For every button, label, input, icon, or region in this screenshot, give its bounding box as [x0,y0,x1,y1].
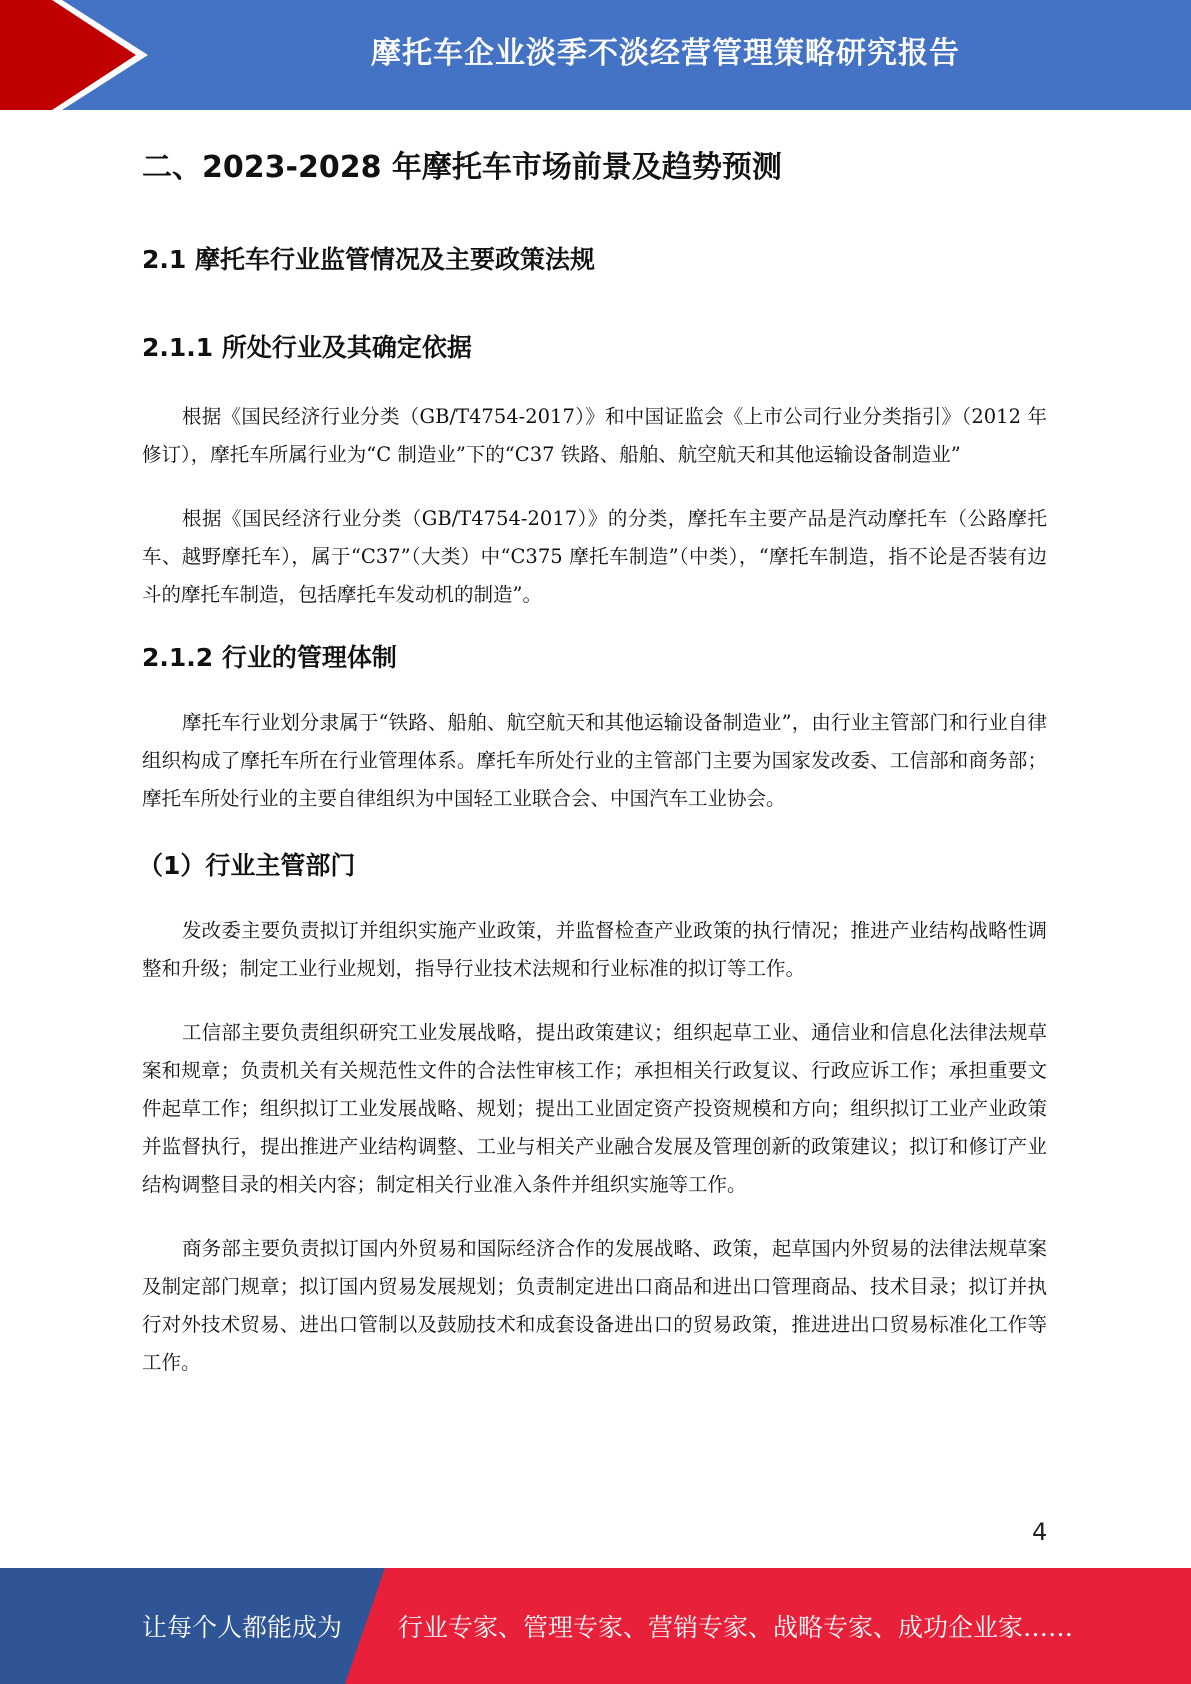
subsection-authorities-title: （1）行业主管部门 [138,851,356,880]
header-arrow-decoration [0,0,160,110]
paragraph-ndrc: 发改委主要负责拟订并组织实施产业政策，并监督检查产业政策的执行情况；推进产业结构战略性调整和升级；制定工业行业规划，指导行业技术法规和行业标准的拟订等工作。 [142,919,1047,980]
report-title: 摩托车企业淡季不淡经营管理策略研究报告 [371,36,960,71]
page-number: 4 [1032,1518,1048,1546]
page-content [138,130,1047,1382]
subsection-2-1-title: 2.1 摩托车行业监管情况及主要政策法规 [142,245,595,274]
paragraph-miit: 工信部主要负责组织研究工业发展战略，提出政策建议；组织起草工业、通信业和信息化法律法规草案和规章；负责机关有关规范性文件的合法性审核工作；承担相关行政复议、行政应诉工作；承担重要文件起草工作；组织拟订工业发展战略、规划；提出工业固定资产投资规模和方向；组织拟订工业产业政策并监督执行，提出推进产业结构调整、工业与相关产业融合发展及管理创新的政策建议；拟订和修订产业结构调整目录的相关内容；制定相关行业准入条件并组织实施等工作。 [142,1021,1047,1196]
footer-slogan-left: 让每个人都能成为 [142,1613,343,1642]
paragraph-management-system: 摩托车行业划分隶属于“铁路、船舶、航空航天和其他运输设备制造业”，由行业主管部门和行业自律组织构成了摩托车所在行业管理体系。摩托车所处行业的主管部门主要为国家发改委、工信部和商务部；摩托车所处行业的主要自律组织为中国轻工业联合会、中国汽车工业协会。 [142,711,1047,810]
header-band [0,0,1191,110]
paragraph-mofcom: 商务部主要负责拟订国内外贸易和国际经济合作的发展战略、政策，起草国内外贸易的法律法规草案及制定部门规章；拟订国内贸易发展规划；负责制定进出口商品和进出口管理商品、技术目录；拟订并执行对外技术贸易、进出口管制以及鼓励技术和成套设备进出口的贸易政策，推进进出口贸易标准化工作等工作。 [142,1237,1047,1374]
footer-slogan-right: 行业专家、管理专家、营销专家、战略专家、成功企业家…… [398,1613,1074,1642]
subsection-2-1-1-title: 2.1.1 所处行业及其确定依据 [142,333,472,362]
section-title: 二、2023-2028 年摩托车市场前景及趋势预测 [142,150,782,185]
footer-band [0,1568,1191,1684]
paragraph-product-classification: 根据《国民经济行业分类（GB/T4754-2017）》的分类，摩托车主要产品是汽动摩托车（公路摩托车、越野摩托车），属于“C37”（大类）中“C375 摩托车制造”（中类），“摩托车制造，指不论是否装有边斗的摩托车制造，包括摩托车发动机的制造”。 [142,507,1047,606]
subsection-2-1-2-title: 2.1.2 行业的管理体制 [142,643,397,672]
paragraph-industry-classification: 根据《国民经济行业分类（GB/T4754-2017）》和中国证监会《上市公司行业分类指引》（2012 年修订），摩托车所属行业为“C 制造业”下的“C37 铁路、船舶、航空航天和其他运输设备制造业” [142,405,1047,466]
